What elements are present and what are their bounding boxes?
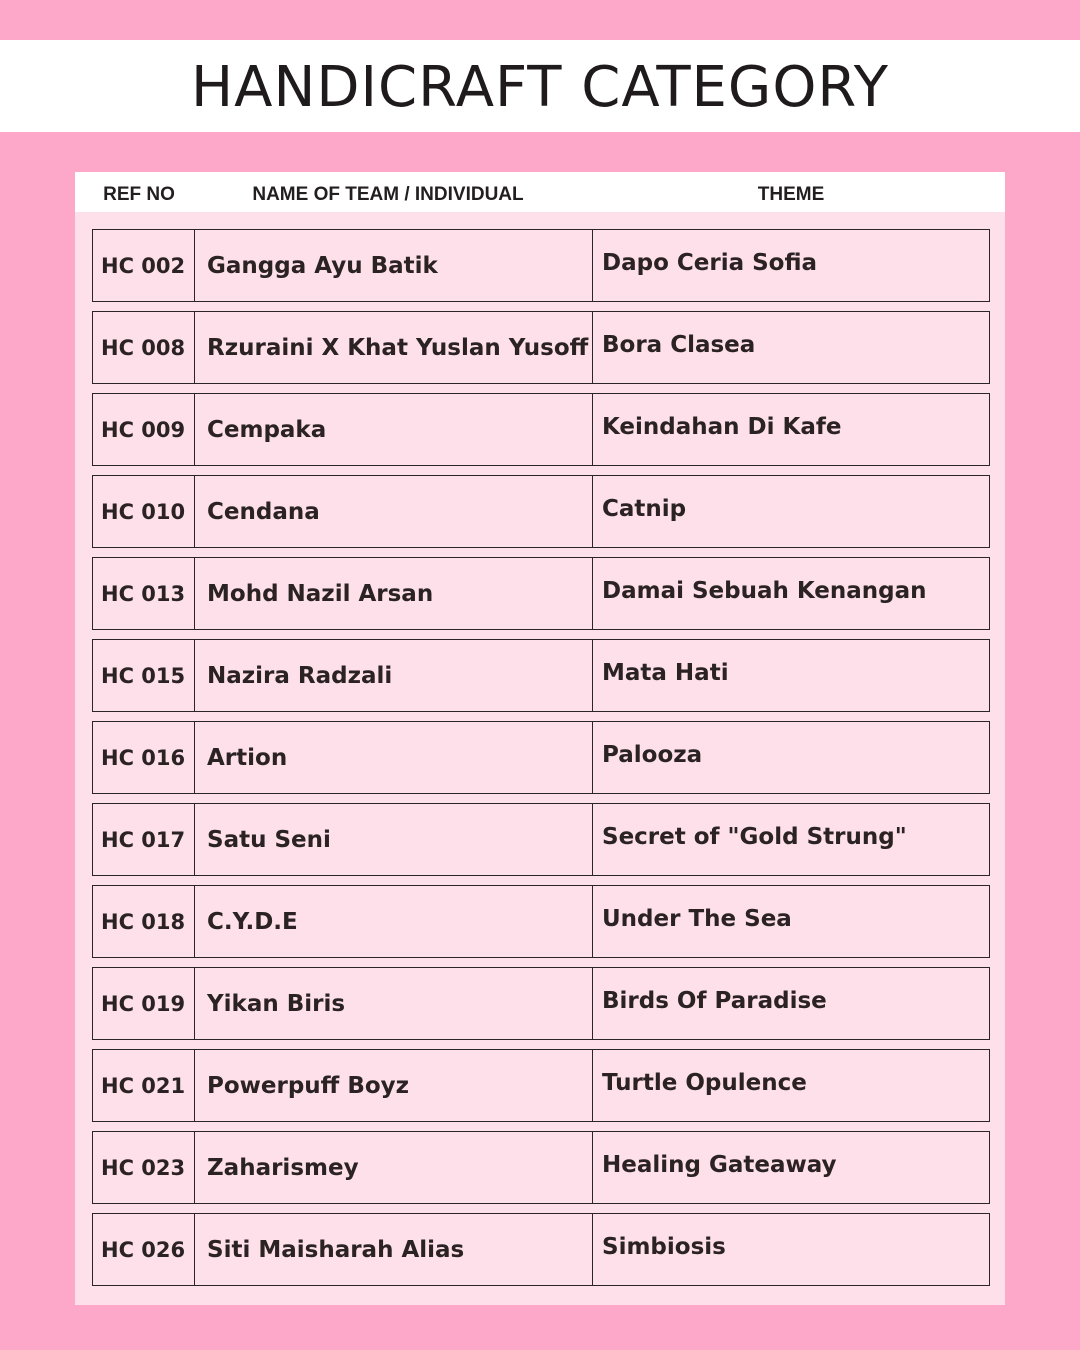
ref-cell: HC 016 bbox=[92, 721, 196, 794]
table-row bbox=[92, 557, 990, 630]
ref-cell: HC 002 bbox=[92, 229, 196, 302]
name-cell: Gangga Ayu Batik bbox=[194, 229, 594, 302]
ref-cell: HC 009 bbox=[92, 393, 196, 466]
table-header bbox=[75, 172, 1005, 212]
name-cell: Artion bbox=[194, 721, 594, 794]
table-row bbox=[92, 1213, 990, 1286]
ref-cell: HC 018 bbox=[92, 885, 196, 958]
theme-cell: Birds Of Paradise bbox=[592, 967, 990, 1040]
theme-cell: Bora Clasea bbox=[592, 311, 990, 384]
table-row bbox=[92, 885, 990, 958]
ref-cell: HC 019 bbox=[92, 967, 196, 1040]
ref-cell: HC 015 bbox=[92, 639, 196, 712]
theme-cell: Catnip bbox=[592, 475, 990, 548]
theme-cell: Healing Gateaway bbox=[592, 1131, 990, 1204]
table-row bbox=[92, 1049, 990, 1122]
name-cell: Powerpuff Boyz bbox=[194, 1049, 594, 1122]
theme-cell: Keindahan Di Kafe bbox=[592, 393, 990, 466]
theme-cell: Palooza bbox=[592, 721, 990, 794]
title-band bbox=[0, 40, 1080, 132]
table-row bbox=[92, 393, 990, 466]
theme-cell: Turtle Opulence bbox=[592, 1049, 990, 1122]
table-row bbox=[92, 721, 990, 794]
theme-cell: Under The Sea bbox=[592, 885, 990, 958]
name-cell: Cempaka bbox=[194, 393, 594, 466]
name-cell: Cendana bbox=[194, 475, 594, 548]
name-cell: Rzuraini X Khat Yuslan Yusoff bbox=[194, 311, 594, 384]
ref-cell: HC 021 bbox=[92, 1049, 196, 1122]
theme-cell: Dapo Ceria Sofia bbox=[592, 229, 990, 302]
table-row bbox=[92, 1131, 990, 1204]
table-row bbox=[92, 229, 990, 302]
header-name: NAME OF TEAM / INDIVIDUAL bbox=[252, 184, 524, 205]
table-row bbox=[92, 475, 990, 548]
ref-cell: HC 017 bbox=[92, 803, 196, 876]
name-cell: Zaharismey bbox=[194, 1131, 594, 1204]
name-cell: Siti Maisharah Alias bbox=[194, 1213, 594, 1286]
ref-cell: HC 026 bbox=[92, 1213, 196, 1286]
table-row bbox=[92, 803, 990, 876]
name-cell: Satu Seni bbox=[194, 803, 594, 876]
table-row bbox=[92, 311, 990, 384]
ref-cell: HC 023 bbox=[92, 1131, 196, 1204]
page-title: HANDICRAFT CATEGORY bbox=[191, 55, 889, 120]
name-cell: Yikan Biris bbox=[194, 967, 594, 1040]
theme-cell: Simbiosis bbox=[592, 1213, 990, 1286]
header-ref-no: REF NO bbox=[103, 184, 175, 205]
name-cell: Mohd Nazil Arsan bbox=[194, 557, 594, 630]
ref-cell: HC 013 bbox=[92, 557, 196, 630]
name-cell: C.Y.D.E bbox=[194, 885, 594, 958]
theme-cell: Mata Hati bbox=[592, 639, 990, 712]
header-theme: THEME bbox=[757, 184, 825, 205]
table-row bbox=[92, 967, 990, 1040]
ref-cell: HC 010 bbox=[92, 475, 196, 548]
table-row bbox=[92, 639, 990, 712]
ref-cell: HC 008 bbox=[92, 311, 196, 384]
theme-cell: Damai Sebuah Kenangan bbox=[592, 557, 990, 630]
name-cell: Nazira Radzali bbox=[194, 639, 594, 712]
theme-cell: Secret of "Gold Strung" bbox=[592, 803, 990, 876]
